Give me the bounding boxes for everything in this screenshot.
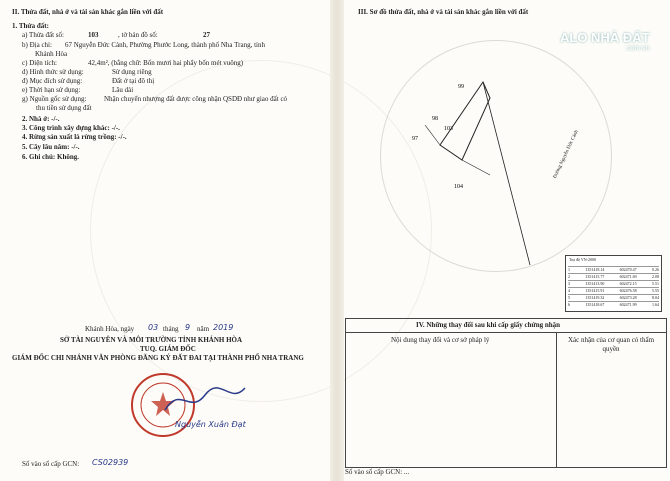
coordinate-row: [568, 287, 659, 294]
signer-name: Nguyễn Xuân Đạt: [175, 420, 246, 429]
coordinate-row: [568, 273, 659, 280]
issuing-org: SỞ TÀI NGUYÊN VÀ MÔI TRƯỜNG TỈNH KHÁNH HÒA: [60, 336, 243, 344]
origin-label: g) Nguồn gốc sử dụng:: [22, 95, 87, 103]
term-label: e) Thời hạn sử dụng:: [22, 86, 81, 94]
parcel-map: [412, 70, 560, 270]
purpose-label: đ) Mục đích sử dụng:: [22, 77, 83, 85]
usage-form-value: Sử dụng riêng: [112, 68, 152, 76]
notes-line: 6. Ghi chú: Không.: [22, 153, 79, 161]
coordinate-cell: 1351419.32: [585, 295, 605, 300]
director-title: GIÁM ĐỐC CHI NHÁNH VĂN PHÒNG ĐĂNG KÝ ĐẤT ĐAI TẠI THÀNH PHỐ NHA TRANG: [12, 354, 304, 362]
origin-value-2: thu tiền sử dụng đất: [36, 104, 92, 112]
coordinate-cell: 2.08: [651, 274, 659, 279]
coordinate-cell: 5: [568, 295, 570, 300]
date-day: 03: [148, 323, 159, 332]
forest-line: 4. Rừng sản xuất là rừng trồng: -/-.: [22, 133, 127, 141]
logo-text: ALO NHÀ ĐẤT: [560, 30, 650, 45]
changes-section: [345, 318, 667, 468]
origin-value: Nhận chuyển nhượng đất được công nhận QSDĐ như giao đất có: [104, 95, 288, 103]
page-fold: [330, 0, 344, 481]
date-month-label: tháng: [163, 325, 179, 333]
coordinate-cell: 1: [568, 267, 570, 272]
coordinate-row: [568, 301, 659, 308]
construction-line: 3. Công trình xây dựng khác: -/-.: [22, 124, 120, 132]
address-value: 67 Nguyễn Đức Cảnh, Phường Phước Long, thành phố Nha Trang, tỉnh: [65, 41, 265, 49]
parcel-label-main: 103: [444, 126, 453, 132]
coordinate-cell: 602473.28: [619, 295, 637, 300]
street-label: Đường Nguyễn Đức Cảnh: [552, 129, 580, 180]
date-place: Khánh Hòa, ngày: [85, 325, 135, 333]
coordinate-cell: 1.64: [651, 302, 659, 307]
coordinate-cell: 1351413.90: [585, 281, 605, 286]
house-line: 2. Nhà ở: -/-.: [22, 115, 60, 123]
parcel-label-98: 98: [432, 116, 438, 122]
coordinate-cell: 602472.15: [619, 281, 637, 286]
signature-icon: [160, 380, 250, 420]
coordinate-cell: 0.26: [651, 267, 659, 272]
coordinate-cell: 602470.47: [619, 267, 637, 272]
coordinate-cell: 1351418.67: [585, 302, 605, 307]
perennial-line: 5. Cây lâu năm: -/-.: [22, 143, 80, 151]
date-month: 9: [185, 323, 191, 332]
changes-col-content: Nội dung thay đổi và cơ sở pháp lý: [391, 336, 490, 344]
parcel-number: 103: [88, 31, 99, 39]
area-label: c) Diện tích:: [22, 59, 57, 67]
coordinate-cell: 6: [568, 302, 570, 307]
section-ii-title: II. Thửa đất, nhà ở và tài sản khác gắn liền với đất: [12, 8, 164, 16]
gcn-label: Số vào sổ cấp GCN:: [22, 460, 80, 468]
tuq-title: TUQ. GIÁM ĐỐC: [140, 345, 196, 353]
address-label: b) Địa chỉ:: [22, 41, 52, 49]
address-value-2: Khánh Hòa: [35, 50, 68, 58]
changes-title: IV. Những thay đổi sau khi cấp giấy chứng nhận: [416, 321, 561, 329]
coordinate-cell: 4: [568, 288, 570, 293]
changes-footer: Số vào sổ cấp GCN: ...: [345, 468, 410, 476]
sheet-label: , tờ bản đồ số:: [118, 31, 158, 39]
changes-col-confirm: Xác nhận của cơ quan có thẩm quyền: [567, 336, 655, 353]
coordinate-cell: 602476.58: [619, 288, 637, 293]
coordinate-cell: 5.55: [651, 288, 659, 293]
site-logo: [560, 30, 650, 52]
parcel-label-99: 99: [458, 84, 464, 90]
logo-subtext: .com.vn: [625, 45, 650, 52]
term-value: Lâu dài: [112, 86, 134, 94]
usage-form-label: d) Hình thức sử dụng:: [22, 68, 84, 76]
land-header: 1. Thửa đất:: [12, 22, 49, 30]
coordinate-cell: 5.51: [651, 281, 659, 286]
area-value: 42,4m², (bằng chữ: Bốn mươi hai phẩy bốn mét vuông): [88, 59, 244, 67]
coordinate-cell: 8.04: [651, 295, 659, 300]
parcel-number-label: a) Thửa đất số:: [22, 31, 64, 39]
coordinate-header: Toạ độ VN-2000: [569, 257, 596, 262]
parcel-label-97: 97: [412, 136, 418, 142]
coordinate-cell: 602471.99: [619, 302, 637, 307]
coordinate-row: [568, 266, 659, 273]
coordinate-row: [568, 294, 659, 301]
section-iii-title: III. Sơ đồ thửa đất, nhà ở và tài sản khác gắn liền với đất: [358, 8, 529, 16]
coordinate-cell: 3: [568, 281, 570, 286]
date-year: 2019: [213, 323, 234, 332]
coordinate-row: [568, 280, 659, 287]
sheet-number: 27: [203, 31, 210, 39]
parcel-label-104: 104: [454, 184, 463, 190]
coordinate-cell: 2: [568, 274, 570, 279]
date-year-label: năm: [197, 325, 210, 333]
purpose-value: Đất ở tại đô thị: [112, 77, 155, 85]
coordinate-cell: 1351415.91: [585, 288, 605, 293]
coordinate-table: [565, 255, 662, 312]
coordinate-cell: 1351418.14: [585, 267, 605, 272]
gcn-number: CS02939: [92, 458, 129, 467]
coordinate-cell: 1351415.77: [585, 274, 605, 279]
coordinate-cell: 602471.69: [619, 274, 637, 279]
